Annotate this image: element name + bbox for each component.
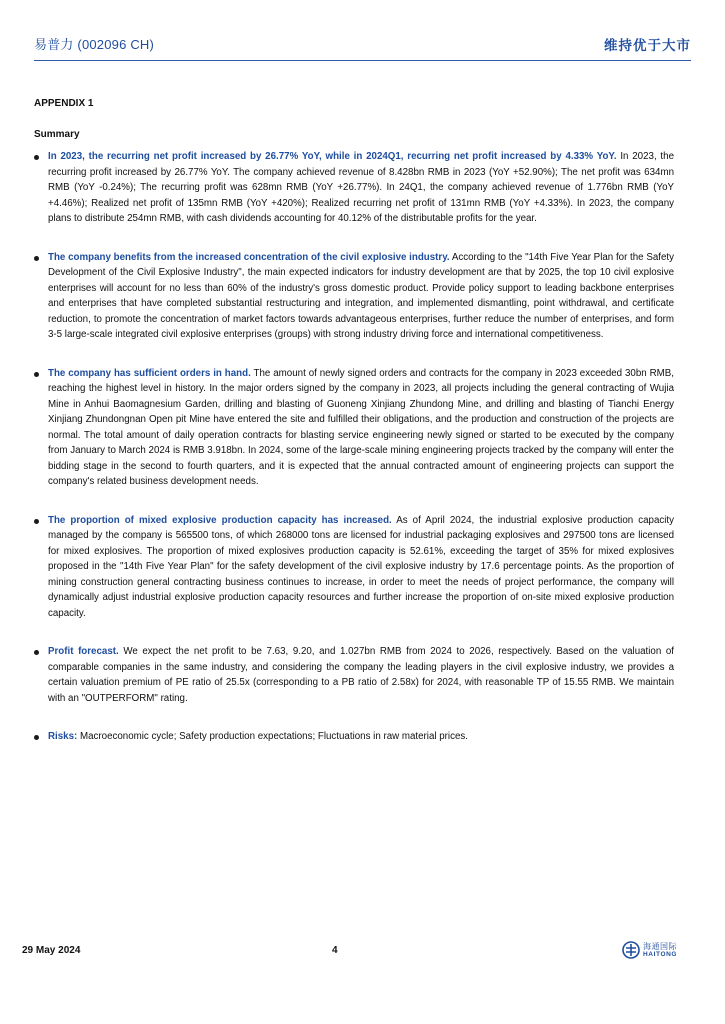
header-divider <box>34 60 691 61</box>
report-date: 29 May 2024 <box>22 945 81 956</box>
company-ticker: 易普力 (002096 CH) <box>34 37 155 52</box>
bullet-icon <box>34 735 39 740</box>
bullet-lead: The proportion of mixed explosive production capacity has increased. <box>48 514 392 526</box>
logo-chinese-text: 海通国际 <box>643 942 677 951</box>
bullet-lead: The company benefits from the increased concentration of the civil explosive industry. <box>48 251 450 263</box>
page-header <box>34 34 691 56</box>
page-number: 4 <box>332 945 338 956</box>
bullet-text: In 2023, the recurring profit increased by 26.77% YoY. The company achieved revenue of 8.428bn RMB in 2023 (YoY +52.90%); The net profit was 634mn RMB (YoY -0.24%); The recurring profit was 628mn RMB (YoY +26.77%). In 24Q1, the company achieved revenue of 1.776bn RMB (YoY +4.46%); Realized net profit of 135mn RMB (YoY +420%); Realized recurring net profit of 131mn RMB (YoY +4.33%). In 2023, the company plans to distribute 254mn RMB, with cash dividends accounting for 40.12% of the distributable profits for the year. <box>48 151 674 224</box>
summary-bullet-industry <box>34 250 674 343</box>
bullet-icon <box>34 650 39 655</box>
bullet-text: Macroeconomic cycle; Safety production expectations; Fluctuations in raw material prices. <box>77 731 468 742</box>
bullet-lead: In 2023, the recurring net profit increased by 26.77% YoY, while in 2024Q1, recurring net profit increased by 4.33% YoY. <box>48 151 617 162</box>
report-body <box>34 98 674 768</box>
bullet-lead: Risks: <box>48 731 78 742</box>
haitong-logo <box>622 941 682 961</box>
rating-tag: 维持优于大市 <box>604 38 691 53</box>
bullet-text: The amount of newly signed orders and contracts for the company in 2023 exceeded 30bn RMB, reaching the highest level in history. In the major orders signed by the company in 2023, all projects including the general contracting of Wujia Mine in Anhui Baomagnesium Garden, drilling and blasting of Guoneng Xinjiang Zhundong Mine, and drilling and blasting of Tianchi Energy Xinjiang Zhundongnan Open pit Mine have entered the site and fulfilled their obligations, and the production and construction of the projects are normal. The total amount of daily operation contracts for blasting service engineering newly signed or started to be executed by the company from January to March 2024 is RMB 3.918bn. In 2024, some of the large-scale mining engineering projects tracked by the company will enter the bidding stage in the second to fourth quarters, and it is expected that the annual contracted amount of engineering projects can support the company's related business development needs. <box>48 367 674 487</box>
bullet-text: According to the "14th Five Year Plan for the Safety Development of the Civil Explosive Industry", the main expected indicators for industry development are that by 2025, the top 10 civil explosive enterprises will account for no less than 60% of the industry's gross domestic product. Provide policy support to leading backbone enterprises and enterprises that have completed substantial restructuring and integration, and implemented dismantling, point withdrawal, and certificate reduction, to promote the concentration of market factors towards advantageous enterprises, further reduce the number of enterprises, and form 3-5 large-scale integrated civil explosive enterprises (groups) with strong industry driving force and international competitiveness. <box>48 251 674 340</box>
bullet-lead: Profit forecast. <box>48 646 119 657</box>
summary-bullet-orders <box>34 366 674 490</box>
haitong-logo-icon <box>622 941 640 959</box>
summary-bullet-capacity <box>34 513 674 622</box>
summary-bullet-forecast <box>34 644 674 706</box>
summary-bullet-earnings <box>34 149 674 227</box>
bullet-lead: The company has sufficient orders in hand. <box>48 367 251 379</box>
bullet-icon <box>34 372 39 377</box>
bullet-text: As of April 2024, the industrial explosive production capacity managed by the company is 565500 tons, of which 268000 tons are licensed for industrial packaging explosives and 297500 tons are licensed for mixed explosives. The proportion of mixed explosives production capacity is 52.61%, exceeding the target of 35% for mixed explosives proposed in the "14th Five Year Plan" for the safety development of the civil explosive industry by 17.6 percentage points. As the proportion of mining construction general contracting business continues to increase, in order to meet the needs of project performance, the company will dynamically adjust industrial explosive production capacity resources and further increase the proportion of on-site mixed explosive production capacity. <box>48 514 674 619</box>
bullet-icon <box>34 256 39 261</box>
summary-title: Summary <box>34 129 80 140</box>
appendix-title: APPENDIX 1 <box>34 98 94 109</box>
summary-bullet-risks <box>34 729 674 745</box>
logo-english-text: HAITONG <box>643 951 678 958</box>
bullet-text: We expect the net profit to be 7.63, 9.20, and 1.027bn RMB from 2024 to 2026, respectively. Based on the valuation of comparable companies in the same industry, and considering the company the leading players in the civil explosive industry, we provides a certain valuation premium of PE ratio of 25.5x (corresponding to a PB ratio of 2.58x) for 2024, with reasonable TP of 15.55 RMB. We maintain with an "OUTPERFORM" rating. <box>48 646 675 704</box>
bullet-icon <box>34 155 39 160</box>
bullet-icon <box>34 519 39 524</box>
